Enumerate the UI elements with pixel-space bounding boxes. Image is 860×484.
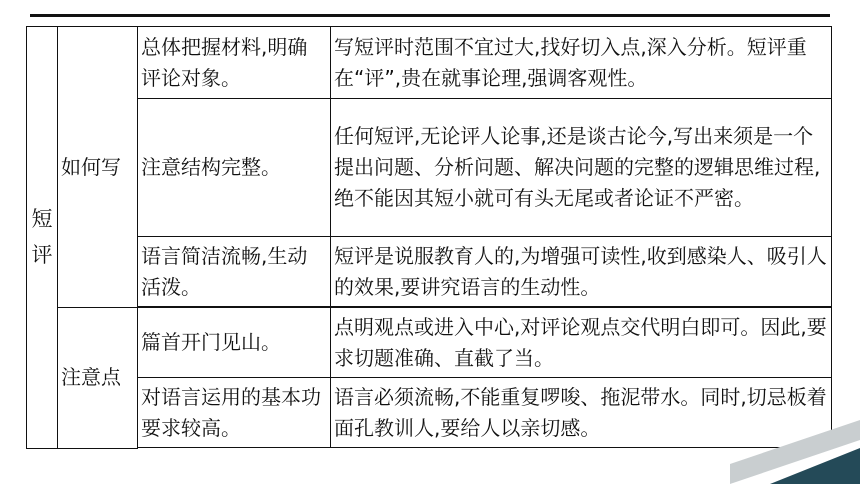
detail-cell: 任何短评,无论评人论事,还是谈古论今,写出来须是一个提出问题、分析问题、解决问题的完整的逻辑思维过程,绝不能因其短小就可有头无尾或者论证不严密。 (331, 99, 832, 237)
table-row (27, 237, 832, 307)
point-cell: 总体把握材料,明确评论对象。 (138, 27, 331, 99)
summary-table (26, 26, 832, 449)
corner-stripe-dark (770, 448, 860, 484)
group-label-notes: 注意点 (58, 308, 138, 449)
table-row (27, 378, 832, 448)
section-label-char: 评 (31, 243, 53, 268)
point-cell: 注意结构完整。 (138, 99, 331, 237)
table-row (27, 308, 832, 378)
detail-cell: 语言必须流畅,不能重复啰唆、拖泥带水。同时,切忌板着面孔教训人,要给人以亲切感。 (331, 378, 832, 448)
table-row (27, 27, 832, 99)
table-row (27, 99, 832, 237)
detail-cell: 短评是说服教育人的,为增强可读性,收到感染人、吸引人的效果,要讲究语言的生动性。 (331, 237, 832, 307)
point-cell: 篇首开门见山。 (138, 308, 331, 378)
group-label-how-to-write: 如何写 (58, 27, 138, 308)
point-cell: 对语言运用的基本功要求较高。 (138, 378, 331, 448)
point-cell: 语言简洁流畅,生动活泼。 (138, 237, 331, 307)
section-label (27, 27, 58, 449)
section-label-char: 短 (31, 207, 53, 232)
detail-cell: 点明观点或进入中心,对评论观点交代明白即可。因此,要求切题准确、直截了当。 (331, 308, 832, 378)
detail-cell: 写短评时范围不宜过大,找好切入点,深入分析。短评重在“评”,贵在就事论理,强调客观性。 (331, 27, 832, 99)
top-rule (30, 14, 830, 17)
